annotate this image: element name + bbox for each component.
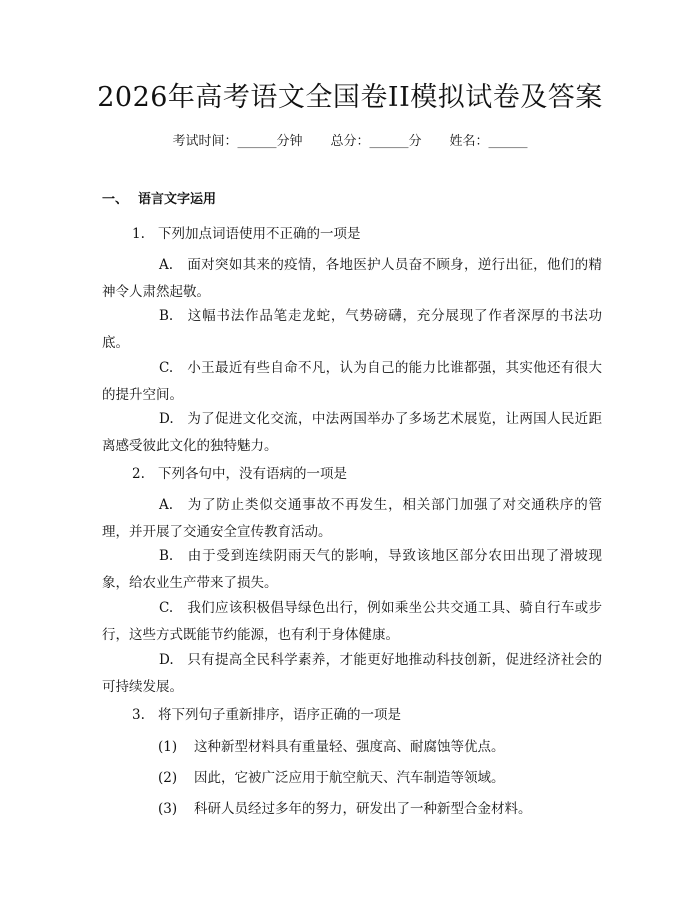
item-text: 因此，它被广泛应用于航空航天、汽车制造等领域。 (194, 770, 505, 786)
item-label: (3) (158, 801, 178, 817)
question-2-option-b (102, 543, 602, 597)
exam-time-field: 考试时间：______分钟 (172, 134, 303, 149)
item-label: (2) (158, 770, 178, 786)
option-label: A. (159, 497, 174, 513)
option-text: 面对突如其来的疫情，各地医护人员奋不顾身，逆行出征，他们的精神令人肃然起敬。 (102, 257, 602, 300)
section-heading (102, 190, 216, 210)
option-text: 我们应该积极倡导绿色出行，例如乘坐公共交通工具、骑自行车或步行，这些方式既能节约能源，也有利于身体健康。 (102, 600, 602, 643)
option-label: B. (159, 308, 174, 324)
question-number: 1. (132, 226, 145, 242)
option-text: 小王最近有些自命不凡，认为自己的能力比谁都强，其实他还有很大的提升空间。 (102, 360, 602, 403)
question-3-item-2 (158, 768, 505, 788)
total-score-field: 总分：______分 (330, 134, 422, 149)
question-1-option-d (102, 406, 602, 460)
question-number: 2. (132, 466, 145, 482)
item-text: 科研人员经过多年的努力，研发出了一种新型合金材料。 (194, 801, 532, 817)
student-name-field: 姓名：______ (449, 134, 528, 149)
option-text: 由于受到连续阴雨天气的影响，导致该地区部分农田出现了滑坡现象，给农业生产带来了损失。 (102, 548, 602, 591)
item-text: 这种新型材料具有重量轻、强度高、耐腐蚀等优点。 (194, 739, 505, 755)
option-text: 这幅书法作品笔走龙蛇，气势磅礴，充分展现了作者深厚的书法功底。 (102, 308, 602, 351)
option-text: 只有提高全民科学素养，才能更好地推动科技创新，促进经济社会的可持续发展。 (102, 652, 602, 695)
question-1-option-c (102, 355, 602, 409)
question-1-option-b (102, 303, 602, 357)
question-text: 下列各句中，没有语病的一项是 (158, 466, 347, 482)
option-label: B. (159, 548, 174, 564)
option-label: A. (159, 257, 174, 273)
question-3-item-1 (158, 737, 505, 757)
question-2-option-a (102, 492, 602, 546)
question-3-stem (132, 705, 401, 725)
question-number: 3. (132, 707, 145, 723)
question-text: 将下列句子重新排序，语序正确的一项是 (158, 707, 401, 723)
question-2-option-d (102, 647, 602, 701)
question-2-option-c (102, 595, 602, 649)
option-label: D. (159, 411, 174, 427)
section-number: 一、 (102, 192, 129, 207)
option-label: D. (159, 652, 174, 668)
option-text: 为了促进文化交流，中法两国举办了多场艺术展览，让两国人民近距离感受彼此文化的独特魅力。 (102, 411, 602, 454)
question-1-option-a (102, 252, 602, 306)
section-title: 语言文字运用 (138, 192, 217, 207)
question-text: 下列加点词语使用不正确的一项是 (158, 226, 361, 242)
page-title: 2026年高考语文全国卷II模拟试卷及答案 (97, 82, 603, 113)
question-1-stem (132, 224, 361, 244)
option-label: C. (159, 600, 174, 616)
item-label: (1) (158, 739, 178, 755)
question-3-item-3 (158, 799, 532, 819)
option-text: 为了防止类似交通事故不再发生，相关部门加强了对交通秩序的管理，并开展了交通安全宣传教育活动。 (102, 497, 602, 540)
option-label: C. (159, 360, 174, 376)
question-2-stem (132, 464, 347, 484)
exam-meta (0, 132, 700, 152)
